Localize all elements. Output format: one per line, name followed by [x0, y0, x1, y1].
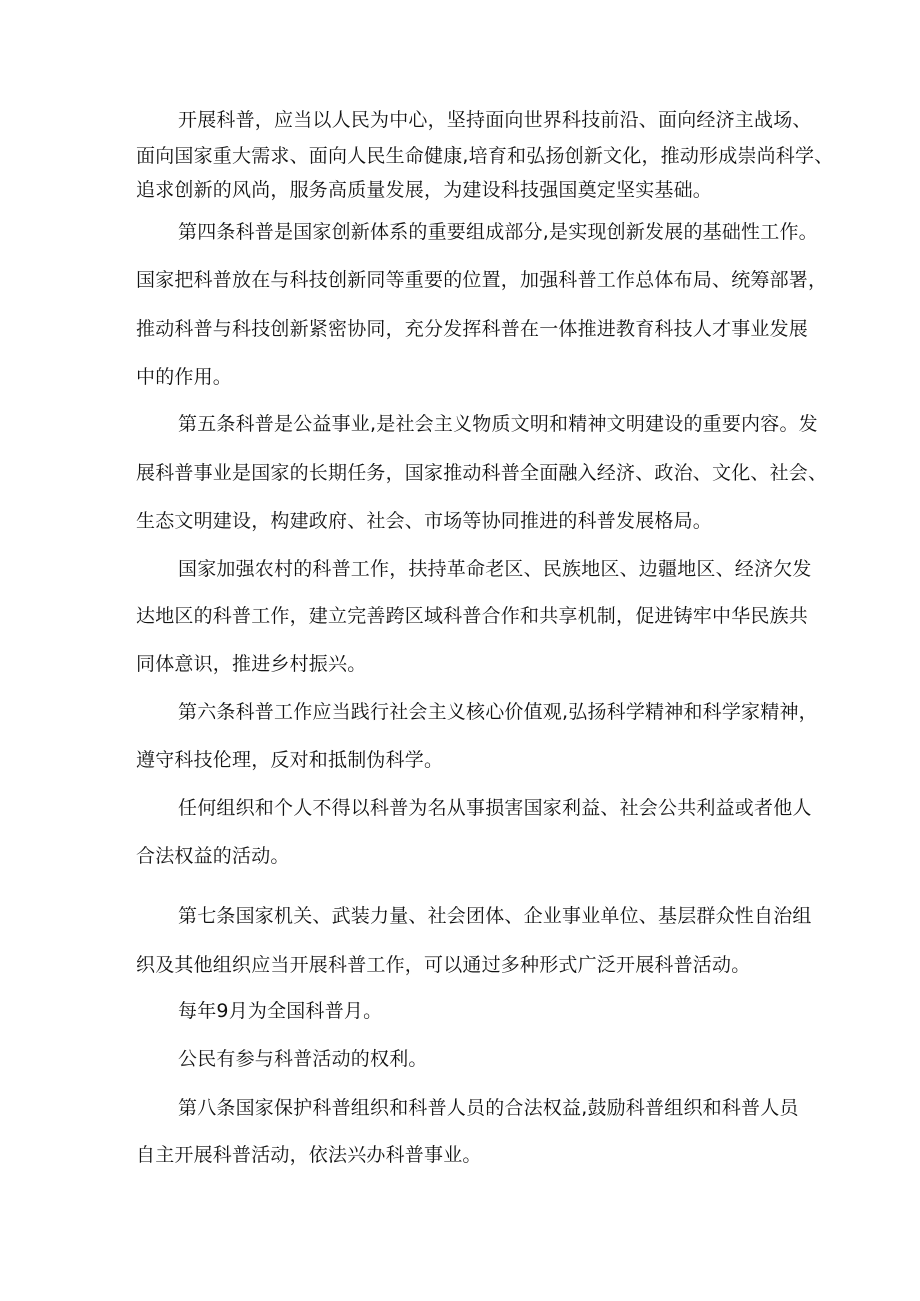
- text-line: 生态文明建设，构建政府、社会、市场等协同推进的科普发展格局。: [136, 510, 713, 532]
- text-line: 国家把科普放在与科技创新同等重要的位置，加强科普工作总体布局、统筹部署，: [136, 269, 828, 291]
- text-line: 展科普事业是国家的长期任务，国家推动科普全面融入经济、政治、文化、社会、: [136, 462, 828, 484]
- text-line: 国家加强农村的科普工作，扶持革命老区、民族地区、边疆地区、经济欠发: [178, 558, 812, 580]
- text-line: 第七条国家机关、武装力量、社会团体、企业事业单位、基层群众性自治组: [178, 905, 812, 927]
- text-line: 第八条国家保护科普组织和科普人员的合法权益,鼓励科普组织和科普人员: [178, 1097, 799, 1119]
- text-line: 第五条科普是公益事业,是社会主义物质文明和精神文明建设的重要内容。发: [178, 413, 818, 435]
- text-line: 开展科普，应当以人民为中心，坚持面向世界科技前沿、面向经济主战场、: [178, 109, 812, 131]
- text-line: 织及其他组织应当开展科普工作，可以通过多种形式广泛开展科普活动。: [136, 954, 751, 976]
- text-line: 达地区的科普工作，建立完善跨区域科普合作和共享机制，促进铸牢中华民族共: [136, 605, 809, 627]
- text-line: 追求创新的风尚，服务高质量发展，为建设科技强国奠定坚实基础。: [136, 179, 713, 201]
- text-line: 每年9月为全国科普月。: [178, 1000, 383, 1022]
- text-line: 公民有参与科普活动的权利。: [178, 1048, 428, 1070]
- text-line: 中的作用。: [136, 366, 233, 388]
- text-line: 合法权益的活动。: [136, 845, 290, 867]
- text-line: 同体意识，推进乡村振兴。: [136, 653, 367, 675]
- text-line: 自主开展科普活动，依法兴办科普事业。: [136, 1144, 482, 1166]
- text-line: 第四条科普是国家创新体系的重要组成部分,是实现创新发展的基础性工作。: [178, 221, 818, 243]
- text-line: 第六条科普工作应当践行社会主义核心价值观,弘扬科学精神和科学家精神，: [178, 701, 818, 723]
- text-line: 任何组织和个人不得以科普为名从事损害国家利益、社会公共利益或者他人: [178, 797, 812, 819]
- text-line: 推动科普与科技创新紧密协同，充分发挥科普在一体推进教育科技人才事业发展: [136, 318, 809, 340]
- text-line: 遵守科技伦理，反对和抵制伪科学。: [136, 749, 444, 771]
- text-line: 面向国家重大需求、面向人民生命健康,培育和弘扬创新文化，推动形成崇尚科学、: [136, 145, 834, 167]
